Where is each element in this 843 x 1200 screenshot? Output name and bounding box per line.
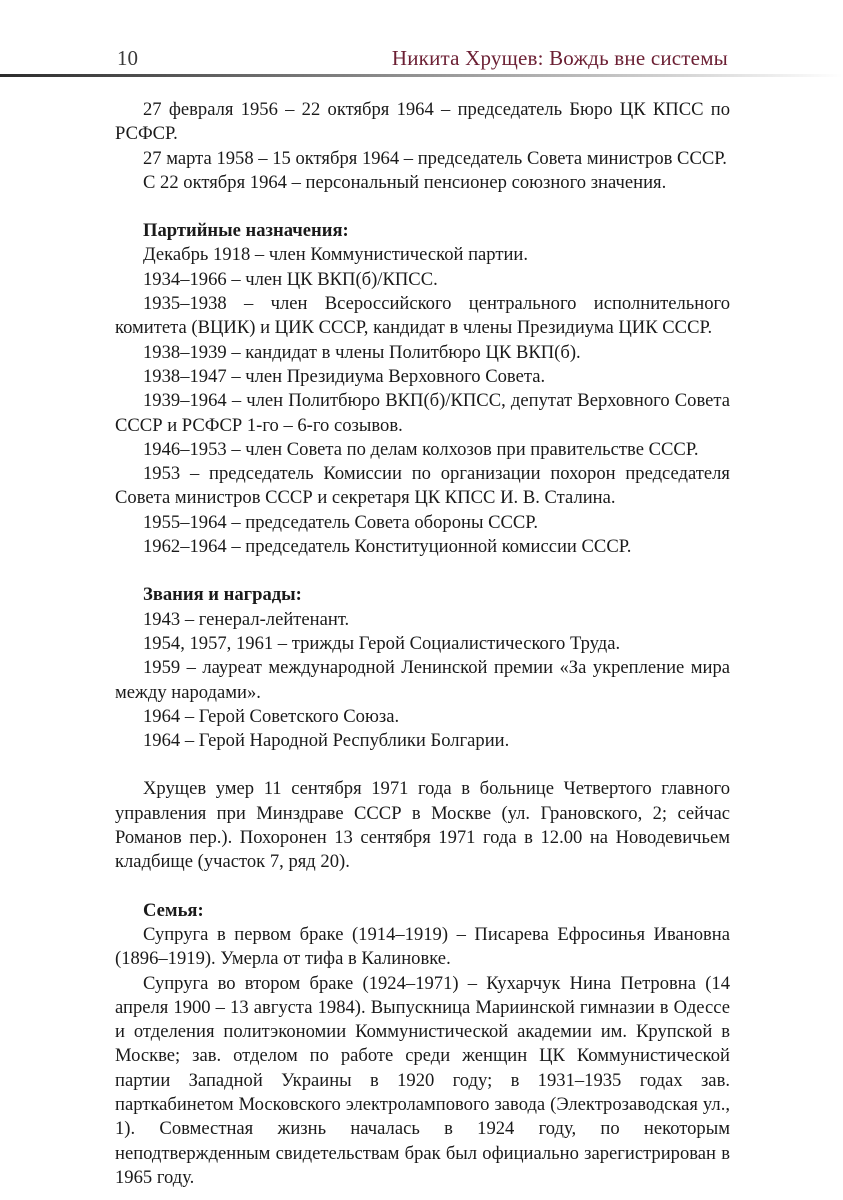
party-item: Декабрь 1918 – член Коммунистической партии. [143, 244, 529, 266]
party-item: 1962–1964 – председатель Конституционной комиссии СССР. [143, 536, 632, 558]
spacer [115, 875, 730, 899]
running-title: Никита Хрущев: Вождь вне системы [391, 46, 728, 70]
page-number: 10 [117, 46, 138, 70]
section-heading-party: Партийные назначения: [143, 220, 349, 242]
family-item: Супруга в первом браке (1914–1919) – Писарева Ефросинья Ивановна (1896–1919). Умерла от тифа в Калиновке. [115, 923, 730, 970]
party-item: 1938–1939 – кандидат в члены Политбюро ЦК ВКП(б). [143, 341, 581, 363]
family-item: Супруга во втором браке (1924–1971) – Кухарчук Нина Петровна (14 апреля 1900 – 13 августа 1984). Выпускница Мариинской гимназии в Одессе и отделения политэкономии Коммунистической академии им. Крупской в Москве; зав. отделом по работе среди женщин ЦК Коммунистической партии Западной Украины в 1920 году; в 1931–1935 годах зав. парткабинетом Московского электролампового завода (Электрозаводская ул., 1). Совместная жизнь началась в 1924 году, по некоторым неподтвержденным свидетельствам брак был официально зарегистрирован в 1965 году. [115, 972, 730, 1188]
page-body [115, 98, 730, 1190]
section-heading-family: Семья: [143, 899, 204, 921]
spacer [115, 195, 730, 219]
award-item: 1964 – Герой Народной Республики Болгарии. [143, 730, 510, 752]
party-item: 1935–1938 – член Всероссийского центрального исполнительного комитета (ВЦИК) и ЦИК СССР, кандидат в члены Президиума ЦИК СССР. [115, 293, 730, 339]
intro-paragraph: 27 марта 1958 – 15 октября 1964 – председатель Совета министров СССР. [143, 147, 727, 169]
header-rule [0, 74, 843, 77]
spacer [115, 753, 730, 777]
award-item: 1959 – лауреат международной Ленинской премии «За укрепление мира между народами». [115, 657, 730, 703]
party-item: 1946–1953 – член Совета по делам колхозов при правительстве СССР. [143, 438, 699, 460]
death-paragraph: Хрущев умер 11 сентября 1971 года в больнице Четвертого главного управления при Минздраве СССР в Москве (ул. Грановского, 2; сейчас Романов пер.). Похоронен 13 сентября 1971 года в 12.00 на Новодевичьем кладбище (участок 7, ряд 20). [115, 778, 730, 873]
party-item: 1953 – председатель Комиссии по организации похорон председателя Совета министров СССР и секретаря ЦК КПСС И. В. Сталина. [115, 463, 730, 509]
party-item: 1934–1966 – член ЦК ВКП(б)/КПСС. [143, 268, 438, 290]
award-item: 1943 – генерал-лейтенант. [143, 608, 350, 630]
spacer [115, 559, 730, 583]
page-header [0, 40, 843, 80]
party-item: 1939–1964 – член Политбюро ВКП(б)/КПСС, депутат Верховного Совета СССР и РСФСР 1-го – 6-го созывов. [115, 390, 730, 436]
award-item: 1964 – Герой Советского Союза. [143, 705, 400, 727]
award-item: 1954, 1957, 1961 – трижды Герой Социалистического Труда. [143, 632, 621, 654]
intro-paragraph: С 22 октября 1964 – персональный пенсионер союзного значения. [143, 171, 667, 193]
section-heading-awards: Звания и награды: [143, 584, 302, 606]
party-item: 1955–1964 – председатель Совета обороны СССР. [143, 511, 538, 533]
intro-paragraph: 27 февраля 1956 – 22 октября 1964 – председатель Бюро ЦК КПСС по РСФСР. [115, 99, 730, 145]
party-item: 1938–1947 – член Президиума Верховного Совета. [143, 365, 546, 387]
